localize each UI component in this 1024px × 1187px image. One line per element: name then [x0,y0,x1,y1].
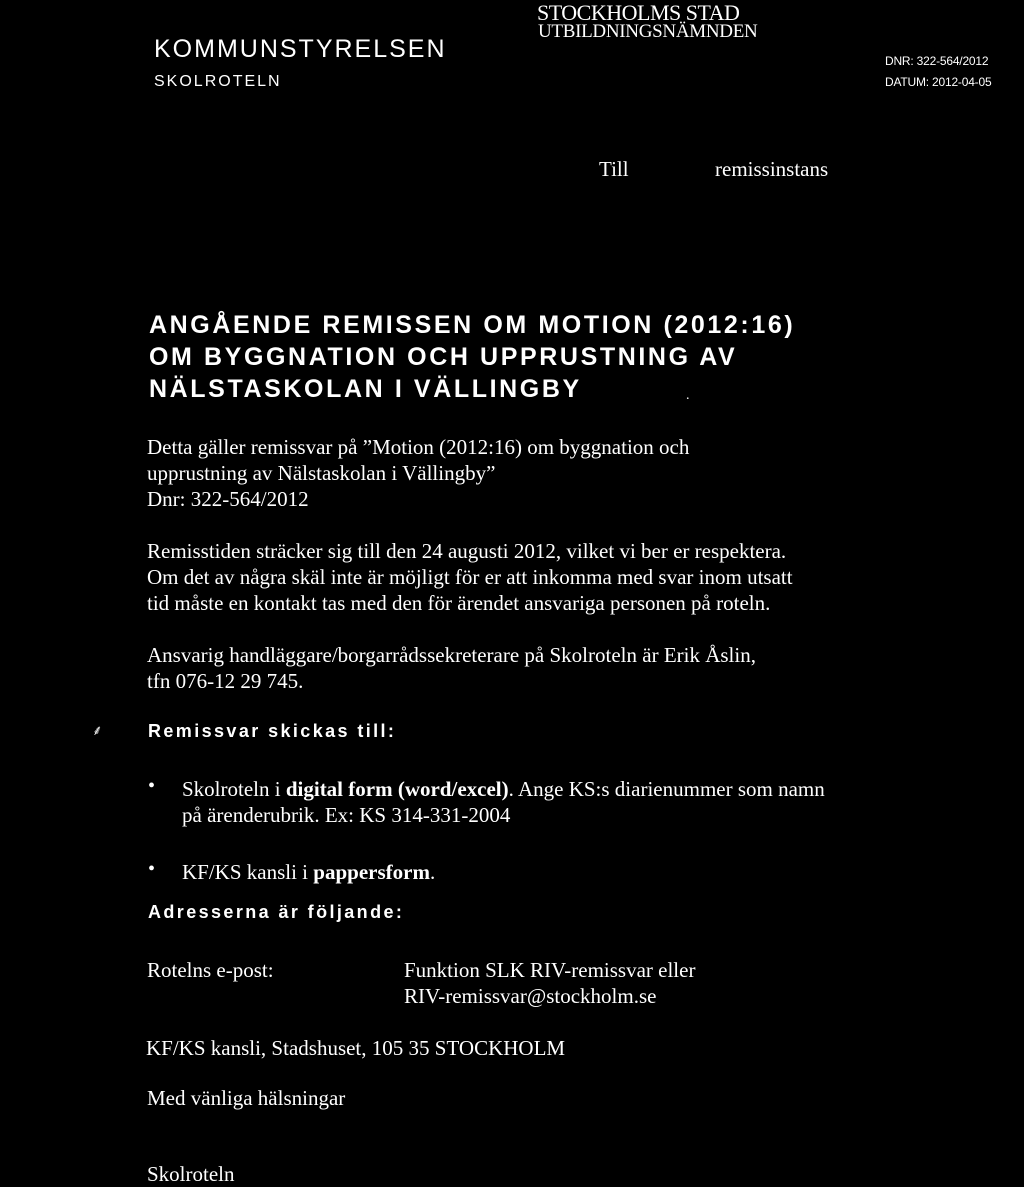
addresses-heading: Adresserna är följande: [148,902,405,922]
send-to-item-2-pre: KF/KS kansli i [182,860,314,884]
organization-name: KOMMUNSTYRELSEN [154,35,447,63]
paragraph-2-line: tid måste en kontakt tas med den för ärendet ansvariga personen på roteln. [147,591,771,615]
send-to-item-1-post: . Ange KS:s diarienummer som namn [508,777,825,801]
paragraph-1-line: Dnr: 322-564/2012 [147,487,309,511]
headline-line-3: NÄLSTASKOLAN I VÄLLINGBY [149,375,582,403]
paragraph-1-line: upprustning av Nälstaskolan i Vällingby” [147,461,496,485]
bullet-icon: • [148,775,156,797]
diary-number: DNR: 322-564/2012 [885,54,989,68]
postal-address: KF/KS kansli, Stadshuset, 105 35 STOCKHOLM [146,1036,566,1060]
email-label: Rotelns e-post: [147,958,274,982]
paragraph-3-line: tfn 076-12 29 745. [147,669,304,693]
margin-mark: ⸙ [92,724,103,739]
headline-line-1: ANGÅENDE REMISSEN OM MOTION (2012:16) [149,311,796,339]
paragraph-1-line: Detta gäller remissvar på ”Motion (2012:16) om byggnation och [147,435,690,459]
paragraph-3-line: Ansvarig handläggare/borgarrådssekreterare på Skolroteln är Erik Åslin, [147,643,756,667]
document-date: DATUM: 2012-04-05 [885,75,992,89]
headline-trailing-dot: . [686,388,690,403]
send-to-item-2-post: . [429,860,436,884]
paragraph-2-line: Om det av några skäl inte är möjligt för er att inkomma med svar inom utsatt [147,565,793,589]
paragraph-2-line: Remisstiden sträcker sig till den 24 augusti 2012, vilket vi ber er respektera. [147,539,787,563]
send-to-item-2 [182,859,435,885]
email-value-line-1: Funktion SLK RIV-remissvar eller [404,958,696,982]
signature: Skolroteln [147,1162,235,1186]
send-to-item-1-line-2: på ärenderubrik. Ex: KS 314-331-2004 [182,803,511,827]
board-name: UTBILDNINGSNÄMNDEN [538,21,758,42]
send-to-item-2-bold: pappersform [313,860,430,884]
email-value-line-2: RIV-remissvar@stockholm.se [404,984,657,1008]
closing-greeting: Med vänliga hälsningar [147,1086,346,1110]
addressee-recipient: remissinstans [715,157,829,181]
city-name: STOCKHOLMS STAD [537,0,740,25]
addressee-prefix: Till [599,157,629,181]
send-to-item-1-bold: digital form (word/excel) [285,777,509,801]
send-to-heading: Remissvar skickas till: [148,721,397,741]
department-name: SKOLROTELN [154,73,282,90]
bullet-icon: • [148,858,156,880]
send-to-item-1 [182,776,825,802]
send-to-item-1-pre: Skolroteln i [182,777,286,801]
headline-line-2: OM BYGGNATION OCH UPPRUSTNING AV [149,343,738,371]
